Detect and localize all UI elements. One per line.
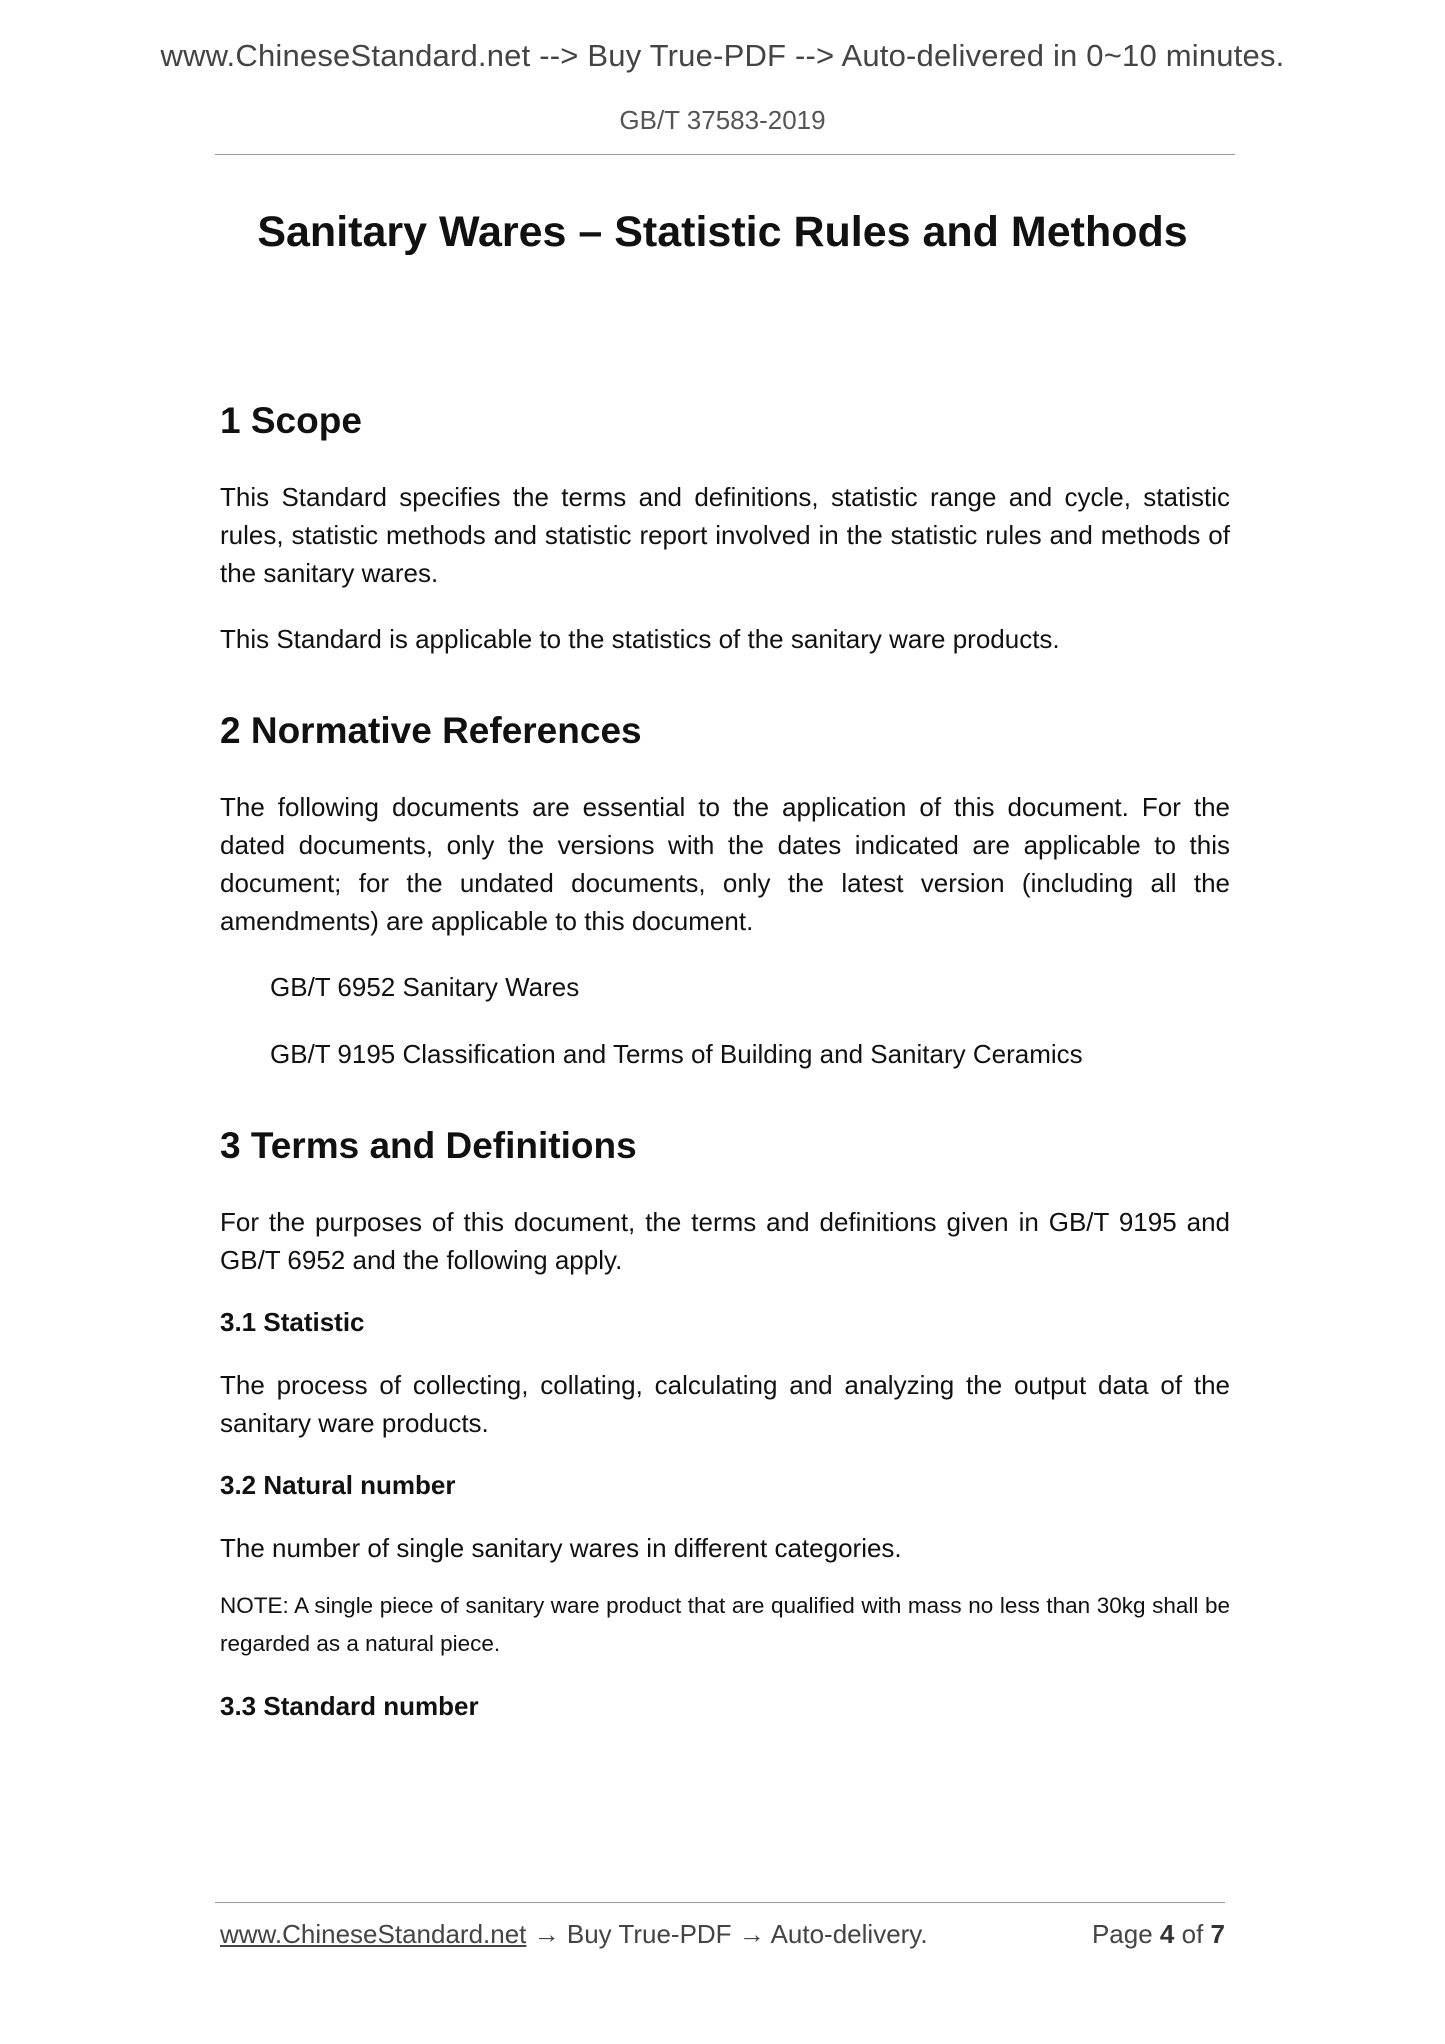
references-paragraph: The following documents are essential to the application of this document. For the dated documents, only the versions with the dates indicated are applicable to this document; for the undated documents, only the latest version (including all the amendments) are applicable to this document.: [220, 792, 1230, 936]
footer-promo: [220, 1919, 928, 1950]
footer-divider: [215, 1902, 1225, 1903]
terms-paragraph: For the purposes of this document, the terms and definitions given in GB/T 9195 and GB/T 6952 and the following apply.: [220, 1207, 1230, 1275]
page-current: 4: [1159, 1919, 1175, 1949]
header-divider: [215, 154, 1235, 155]
term-heading-statistic: 3.1 Statistic: [220, 1307, 365, 1337]
page-total: 7: [1210, 1919, 1225, 1949]
page-of-label: of: [1181, 1919, 1204, 1949]
term-text-natural-number: The number of single sanitary wares in different categories.: [220, 1533, 902, 1563]
reference-item-2: GB/T 9195 Classification and Terms of Building and Sanitary Ceramics: [270, 1039, 1083, 1069]
section-heading-terms: 3 Terms and Definitions: [220, 1125, 637, 1166]
reference-item-1: GB/T 6952 Sanitary Wares: [270, 972, 580, 1002]
top-banner: www.ChineseStandard.net --> Buy True-PDF --> Auto-delivered in 0~10 minutes.: [160, 38, 1285, 73]
footer-promo-text: → Buy True-PDF → Auto-delivery.: [526, 1919, 928, 1949]
document-title: Sanitary Wares – Statistic Rules and Methods: [257, 208, 1188, 256]
page-label: Page: [1091, 1919, 1153, 1949]
page-indicator: [1092, 1919, 1225, 1950]
scope-paragraph-2: This Standard is applicable to the statistics of the sanitary ware products.: [220, 624, 1060, 654]
section-heading-scope: 1 Scope: [220, 400, 362, 441]
term-text-statistic: The process of collecting, collating, calculating and analyzing the output data of the sanitary ware products.: [220, 1370, 1230, 1438]
document-body: [220, 400, 1230, 1722]
section-heading-references: 2 Normative References: [220, 710, 642, 751]
term-heading-natural-number: 3.2 Natural number: [220, 1470, 456, 1500]
term-note-natural-number: NOTE: A single piece of sanitary ware product that are qualified with mass no less than 30kg shall be regarded as a natural piece.: [220, 1593, 1230, 1656]
term-heading-standard-number: 3.3 Standard number: [220, 1691, 479, 1721]
footer-website-link[interactable]: www.ChineseStandard.net: [220, 1919, 527, 1949]
standard-code: GB/T 37583-2019: [619, 105, 826, 135]
scope-paragraph-1: This Standard specifies the terms and definitions, statistic range and cycle, statistic rules, statistic methods and statistic report involved in the statistic rules and methods of the sanitary wares.: [220, 482, 1230, 588]
